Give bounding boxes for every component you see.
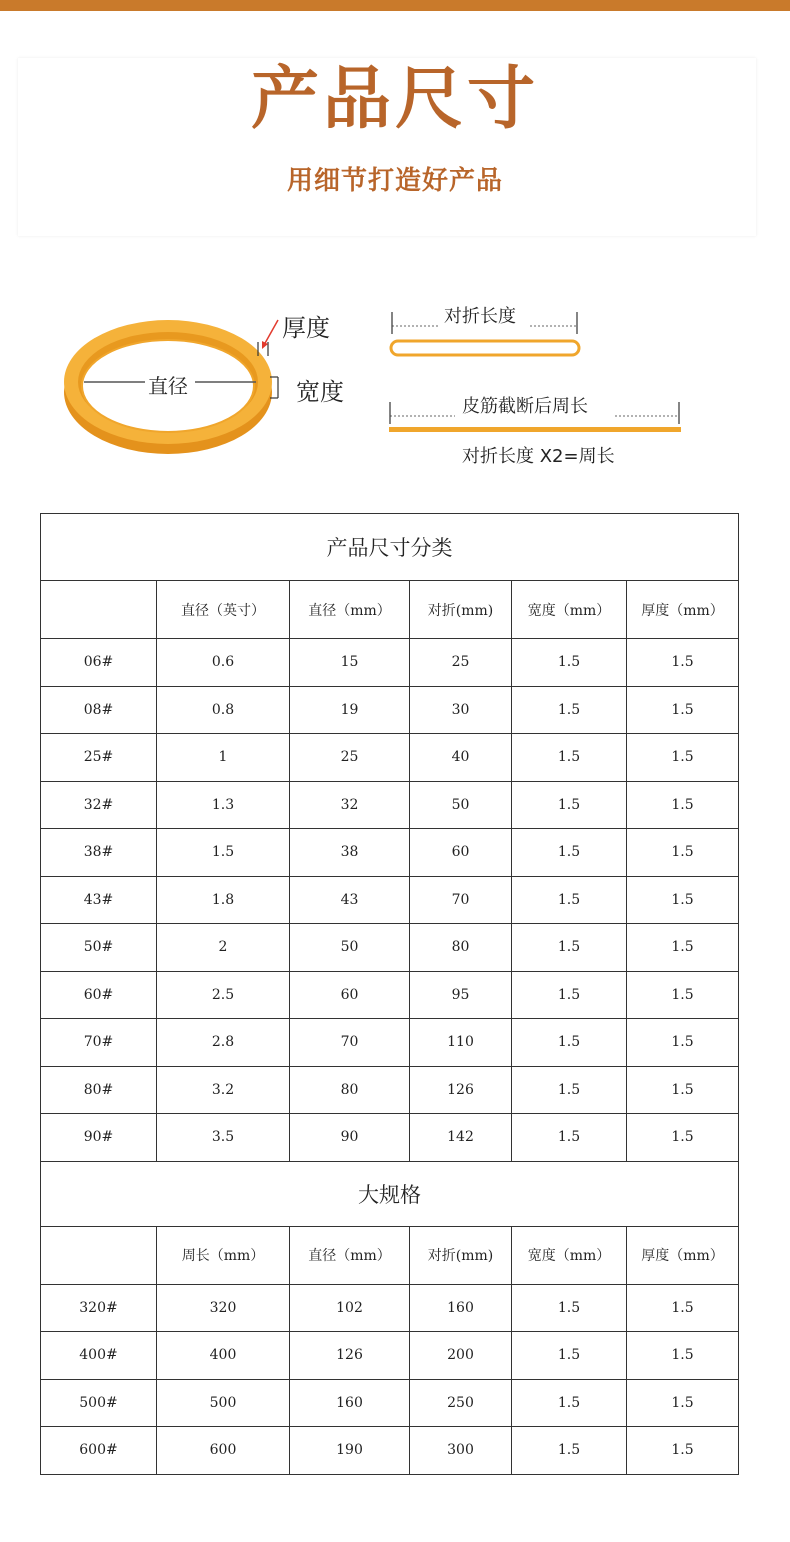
model-cell: 32#: [41, 781, 157, 829]
value-cell: 110: [410, 1019, 512, 1067]
column-header: 宽度（mm）: [512, 1226, 627, 1284]
model-cell: 500#: [41, 1379, 157, 1427]
value-cell: 19: [290, 686, 410, 734]
ring-illustration: [0, 290, 790, 480]
value-cell: 30: [410, 686, 512, 734]
value-cell: 3.5: [157, 1114, 290, 1162]
value-cell: 1.8: [157, 876, 290, 924]
page-title: 产品尺寸: [250, 60, 539, 139]
value-cell: 1.5: [512, 971, 627, 1019]
model-cell: 25#: [41, 734, 157, 782]
section-title-large: [41, 1161, 739, 1226]
value-cell: 80: [410, 924, 512, 972]
value-cell: 1.5: [627, 1019, 739, 1067]
model-cell: 400#: [41, 1332, 157, 1380]
table-row: [41, 639, 739, 687]
column-header: 对折(mm): [410, 1226, 512, 1284]
size-diagram: [0, 290, 790, 480]
value-cell: 1.5: [512, 1019, 627, 1067]
value-cell: 1.5: [627, 971, 739, 1019]
column-header: [41, 581, 157, 639]
value-cell: 0.8: [157, 686, 290, 734]
section-title-standard-text: 产品尺寸分类: [41, 514, 739, 581]
cut-circumference-label: 皮筋截断后周长: [462, 396, 588, 417]
value-cell: 2.5: [157, 971, 290, 1019]
value-cell: 400: [157, 1332, 290, 1380]
value-cell: 190: [290, 1427, 410, 1475]
value-cell: 95: [410, 971, 512, 1019]
formula-label: 对折长度 X2=周长: [462, 446, 615, 467]
model-cell: 320#: [41, 1284, 157, 1332]
table-row: [41, 971, 739, 1019]
size-table: [40, 513, 738, 1475]
value-cell: 3.2: [157, 1066, 290, 1114]
value-cell: 0.6: [157, 639, 290, 687]
value-cell: 1.5: [512, 1066, 627, 1114]
value-cell: 1.5: [627, 639, 739, 687]
column-header: 厚度（mm）: [627, 1226, 739, 1284]
table-row: [41, 1427, 739, 1475]
value-cell: 1.5: [627, 1332, 739, 1380]
model-cell: 06#: [41, 639, 157, 687]
value-cell: 60: [290, 971, 410, 1019]
model-cell: 70#: [41, 1019, 157, 1067]
value-cell: 90: [290, 1114, 410, 1162]
model-cell: 38#: [41, 829, 157, 877]
section-title-large-text: 大规格: [41, 1161, 739, 1226]
value-cell: 1.5: [157, 829, 290, 877]
value-cell: 25: [410, 639, 512, 687]
width-label: 宽度: [296, 378, 344, 406]
value-cell: 1.5: [627, 1114, 739, 1162]
value-cell: 2: [157, 924, 290, 972]
value-cell: 320: [157, 1284, 290, 1332]
table-row: [41, 829, 739, 877]
table-row: [41, 1284, 739, 1332]
value-cell: 70: [290, 1019, 410, 1067]
value-cell: 38: [290, 829, 410, 877]
table-row: [41, 781, 739, 829]
model-cell: 50#: [41, 924, 157, 972]
value-cell: 142: [410, 1114, 512, 1162]
model-cell: 600#: [41, 1427, 157, 1475]
column-header: [41, 1226, 157, 1284]
column-header: 厚度（mm）: [627, 581, 739, 639]
header-row-standard: [41, 581, 739, 639]
value-cell: 1.5: [512, 734, 627, 782]
top-accent-bar: [0, 0, 790, 11]
value-cell: 600: [157, 1427, 290, 1475]
value-cell: 1.5: [627, 1379, 739, 1427]
value-cell: 80: [290, 1066, 410, 1114]
value-cell: 1.5: [512, 876, 627, 924]
value-cell: 1.5: [512, 924, 627, 972]
value-cell: 70: [410, 876, 512, 924]
value-cell: 1.5: [627, 734, 739, 782]
value-cell: 1.5: [627, 829, 739, 877]
value-cell: 1.5: [512, 686, 627, 734]
header-row-large: [41, 1226, 739, 1284]
value-cell: 1.5: [627, 876, 739, 924]
value-cell: 126: [290, 1332, 410, 1380]
table-row: [41, 734, 739, 782]
table-row: [41, 1332, 739, 1380]
value-cell: 32: [290, 781, 410, 829]
value-cell: 1.5: [627, 1427, 739, 1475]
value-cell: 1.5: [627, 781, 739, 829]
value-cell: 15: [290, 639, 410, 687]
value-cell: 1.5: [512, 829, 627, 877]
model-cell: 80#: [41, 1066, 157, 1114]
value-cell: 1.3: [157, 781, 290, 829]
table-row: [41, 1114, 739, 1162]
thickness-label: 厚度: [282, 314, 330, 342]
value-cell: 1.5: [512, 1332, 627, 1380]
model-cell: 43#: [41, 876, 157, 924]
value-cell: 1.5: [512, 781, 627, 829]
value-cell: 25: [290, 734, 410, 782]
value-cell: 200: [410, 1332, 512, 1380]
table-row: [41, 1019, 739, 1067]
value-cell: 1.5: [627, 1066, 739, 1114]
column-header: 对折(mm): [410, 581, 512, 639]
value-cell: 126: [410, 1066, 512, 1114]
value-cell: 60: [410, 829, 512, 877]
table-row: [41, 924, 739, 972]
value-cell: 160: [290, 1379, 410, 1427]
value-cell: 50: [410, 781, 512, 829]
value-cell: 1.5: [627, 924, 739, 972]
value-cell: 40: [410, 734, 512, 782]
diameter-label: 直径: [148, 374, 188, 398]
value-cell: 250: [410, 1379, 512, 1427]
value-cell: 1.5: [627, 686, 739, 734]
model-cell: 08#: [41, 686, 157, 734]
page-subtitle: 用细节打造好产品: [286, 166, 503, 196]
column-header: 直径（英寸）: [157, 581, 290, 639]
section-title-standard: [41, 514, 739, 581]
column-header: 周长（mm）: [157, 1226, 290, 1284]
value-cell: 43: [290, 876, 410, 924]
table-row: [41, 686, 739, 734]
value-cell: 1: [157, 734, 290, 782]
value-cell: 500: [157, 1379, 290, 1427]
column-header: 直径（mm）: [290, 1226, 410, 1284]
table-row: [41, 876, 739, 924]
value-cell: 1.5: [512, 1284, 627, 1332]
model-cell: 60#: [41, 971, 157, 1019]
value-cell: 1.5: [627, 1284, 739, 1332]
value-cell: 50: [290, 924, 410, 972]
column-header: 直径（mm）: [290, 581, 410, 639]
value-cell: 1.5: [512, 1427, 627, 1475]
model-cell: 90#: [41, 1114, 157, 1162]
value-cell: 2.8: [157, 1019, 290, 1067]
value-cell: 300: [410, 1427, 512, 1475]
column-header: 宽度（mm）: [512, 581, 627, 639]
value-cell: 1.5: [512, 1379, 627, 1427]
value-cell: 1.5: [512, 1114, 627, 1162]
table-row: [41, 1066, 739, 1114]
value-cell: 160: [410, 1284, 512, 1332]
value-cell: 1.5: [512, 639, 627, 687]
table-row: [41, 1379, 739, 1427]
fold-length-label: 对折长度: [444, 306, 516, 327]
value-cell: 102: [290, 1284, 410, 1332]
